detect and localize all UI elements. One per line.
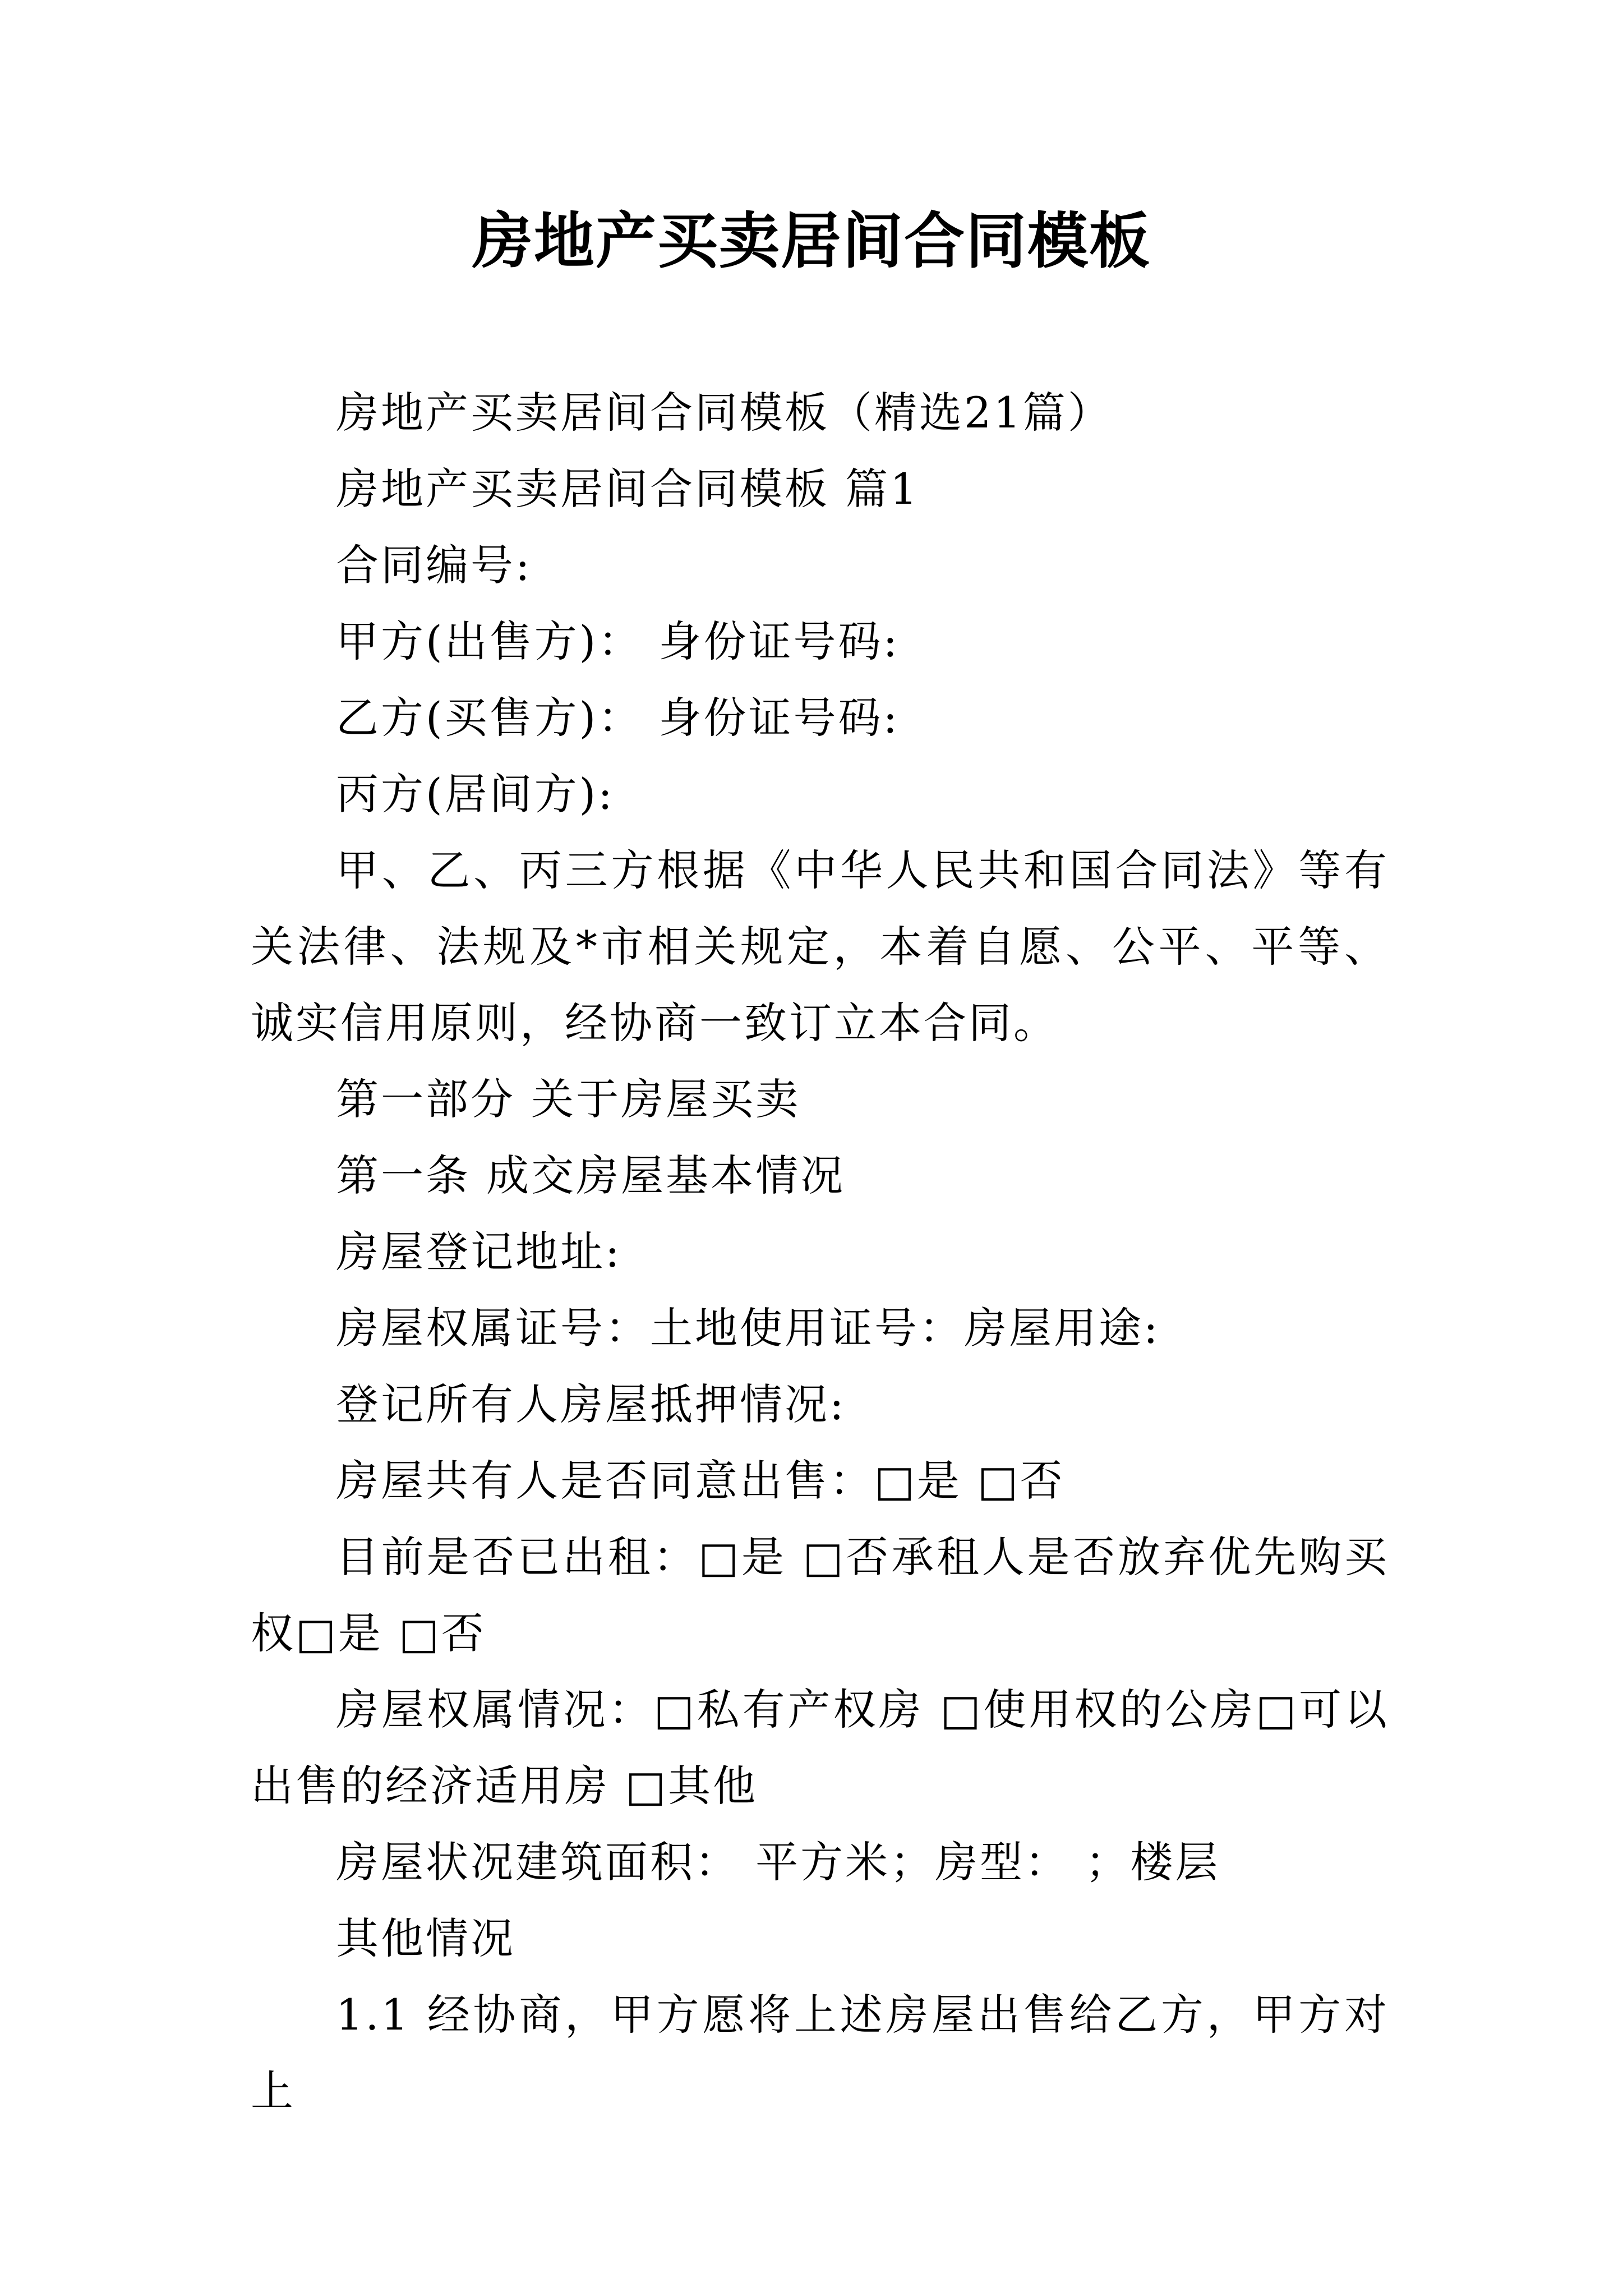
paragraph-part-heading: 房地产买卖居间合同模板 篇1 — [336, 464, 920, 514]
paragraph-party-a: 甲方(出售方)： 身份证号码: — [336, 616, 900, 666]
paragraph-party-b: 乙方(买售方)： 身份证号码: — [336, 693, 900, 743]
paragraph-ownership-type: 房屋权属情况：□私有产权房 □使用权的公房□可以出售的经济适用房 □其他 — [251, 1685, 1389, 1811]
paragraph-certificate-numbers: 房屋权属证号：土地使用证号：房屋用途: — [336, 1303, 1160, 1353]
paragraph-other-conditions: 其他情况 — [336, 1913, 515, 1963]
paragraph-article-one: 第一条 成交房屋基本情况 — [336, 1151, 846, 1200]
document-body — [251, 375, 1389, 2129]
paragraph-clause-1-1: 1.1 经协商，甲方愿将上述房屋出售给乙方，甲方对上 — [251, 1990, 1389, 2116]
paragraph-contract-number: 合同编号: — [336, 540, 532, 590]
paragraph-co-owner-consent: 房屋共有人是否同意出售：□是 □否 — [336, 1456, 1065, 1506]
paragraph-collection-title: 房地产买卖居间合同模板（精选21篇） — [336, 388, 1113, 438]
paragraph-section-one: 第一部分 关于房屋买卖 — [336, 1074, 801, 1124]
paragraph-mortgage-status: 登记所有人房屋抵押情况: — [336, 1379, 846, 1429]
paragraph-registered-address: 房屋登记地址: — [336, 1227, 622, 1277]
paragraph-building-area: 房屋状况建筑面积： 平方米；房型： ；楼层 — [336, 1837, 1220, 1887]
document-title: 房地产买卖居间合同模板 — [472, 206, 1151, 277]
paragraph-rental-status: 目前是否已出租：□是 □否承租人是否放弃优先购买权□是 □否 — [251, 1532, 1389, 1658]
paragraph-preamble: 甲、乙、丙三方根据《中华人民共和国合同法》等有关法律、法规及*市相关规定，本着自愿、公平、平等、诚实信用原则，经协商一致订立本合同。 — [251, 845, 1389, 1048]
paragraph-party-c: 丙方(居间方): — [336, 769, 615, 819]
